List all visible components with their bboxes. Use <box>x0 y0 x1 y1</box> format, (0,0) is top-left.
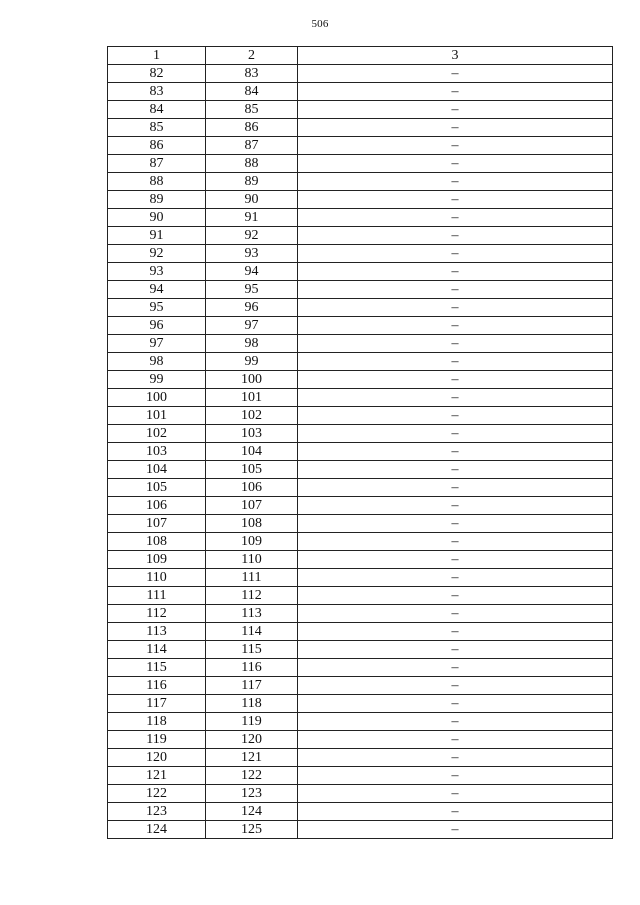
table-row <box>108 353 613 371</box>
table-cell-col-2: 105 <box>206 461 298 479</box>
table-cell-col-2: 83 <box>206 65 298 83</box>
table-row <box>108 677 613 695</box>
table-cell-col-2: 118 <box>206 695 298 713</box>
table-row <box>108 335 613 353</box>
table-row <box>108 785 613 803</box>
table-row <box>108 209 613 227</box>
table-row <box>108 371 613 389</box>
table-cell-col-1: 119 <box>108 731 206 749</box>
table-cell-col-2: 112 <box>206 587 298 605</box>
data-table <box>107 46 613 839</box>
table-cell-col-2: 104 <box>206 443 298 461</box>
table-cell-col-1: 112 <box>108 605 206 623</box>
table-row <box>108 479 613 497</box>
column-header-2: 2 <box>206 47 298 65</box>
table-cell-col-3: – <box>298 119 613 137</box>
table-cell-col-1: 110 <box>108 569 206 587</box>
table-cell-col-2: 88 <box>206 155 298 173</box>
table-cell-col-2: 86 <box>206 119 298 137</box>
table-cell-col-1: 83 <box>108 83 206 101</box>
table-cell-col-3: – <box>298 263 613 281</box>
table-cell-col-3: – <box>298 137 613 155</box>
table-cell-col-3: – <box>298 677 613 695</box>
table-cell-col-1: 105 <box>108 479 206 497</box>
table-row <box>108 515 613 533</box>
table-cell-col-3: – <box>298 299 613 317</box>
table-cell-col-2: 114 <box>206 623 298 641</box>
table-cell-col-1: 84 <box>108 101 206 119</box>
table-row <box>108 155 613 173</box>
table-row <box>108 65 613 83</box>
table-cell-col-2: 115 <box>206 641 298 659</box>
table-cell-col-3: – <box>298 353 613 371</box>
table-cell-col-1: 98 <box>108 353 206 371</box>
table-cell-col-2: 99 <box>206 353 298 371</box>
table-row <box>108 497 613 515</box>
table-cell-col-3: – <box>298 371 613 389</box>
table-cell-col-2: 106 <box>206 479 298 497</box>
table-cell-col-1: 109 <box>108 551 206 569</box>
table-row <box>108 821 613 839</box>
table-row <box>108 605 613 623</box>
table-cell-col-3: – <box>298 155 613 173</box>
table-cell-col-3: – <box>298 83 613 101</box>
table-cell-col-1: 91 <box>108 227 206 245</box>
table-row <box>108 731 613 749</box>
table-row <box>108 569 613 587</box>
table-cell-col-2: 94 <box>206 263 298 281</box>
table-cell-col-3: – <box>298 551 613 569</box>
table-cell-col-3: – <box>298 101 613 119</box>
table-row <box>108 119 613 137</box>
table-cell-col-1: 88 <box>108 173 206 191</box>
table-cell-col-2: 103 <box>206 425 298 443</box>
table-cell-col-2: 85 <box>206 101 298 119</box>
table-cell-col-1: 104 <box>108 461 206 479</box>
table-cell-col-3: – <box>298 533 613 551</box>
table-cell-col-3: – <box>298 515 613 533</box>
page-number: 506 <box>311 18 329 30</box>
table-cell-col-1: 107 <box>108 515 206 533</box>
table-row <box>108 587 613 605</box>
table-cell-col-3: – <box>298 623 613 641</box>
table-row <box>108 83 613 101</box>
table-cell-col-2: 109 <box>206 533 298 551</box>
header-row <box>108 47 613 65</box>
table-cell-col-1: 113 <box>108 623 206 641</box>
table-row <box>108 623 613 641</box>
table-cell-col-1: 114 <box>108 641 206 659</box>
table-cell-col-1: 115 <box>108 659 206 677</box>
table-cell-col-2: 96 <box>206 299 298 317</box>
table-row <box>108 767 613 785</box>
table-cell-col-3: – <box>298 767 613 785</box>
table-row <box>108 191 613 209</box>
table-cell-col-2: 97 <box>206 317 298 335</box>
table-cell-col-2: 89 <box>206 173 298 191</box>
table-cell-col-2: 123 <box>206 785 298 803</box>
table-row <box>108 173 613 191</box>
table-cell-col-3: – <box>298 443 613 461</box>
table-cell-col-3: – <box>298 749 613 767</box>
table-row <box>108 227 613 245</box>
table-cell-col-1: 82 <box>108 65 206 83</box>
table-row <box>108 533 613 551</box>
table-row <box>108 389 613 407</box>
table-cell-col-2: 107 <box>206 497 298 515</box>
table-row <box>108 803 613 821</box>
table-cell-col-3: – <box>298 605 613 623</box>
table-row <box>108 443 613 461</box>
table-cell-col-1: 97 <box>108 335 206 353</box>
table-cell-col-2: 124 <box>206 803 298 821</box>
table-cell-col-2: 108 <box>206 515 298 533</box>
table-cell-col-2: 120 <box>206 731 298 749</box>
table-cell-col-2: 93 <box>206 245 298 263</box>
table-cell-col-2: 101 <box>206 389 298 407</box>
table-cell-col-1: 100 <box>108 389 206 407</box>
table-cell-col-2: 119 <box>206 713 298 731</box>
table-cell-col-2: 98 <box>206 335 298 353</box>
table-cell-col-2: 125 <box>206 821 298 839</box>
table-cell-col-3: – <box>298 191 613 209</box>
table-cell-col-1: 96 <box>108 317 206 335</box>
table-cell-col-3: – <box>298 803 613 821</box>
table-cell-col-1: 87 <box>108 155 206 173</box>
table-cell-col-3: – <box>298 227 613 245</box>
table-row <box>108 695 613 713</box>
table-row <box>108 641 613 659</box>
table-cell-col-3: – <box>298 281 613 299</box>
table-row <box>108 461 613 479</box>
table-cell-col-1: 120 <box>108 749 206 767</box>
table-row <box>108 317 613 335</box>
table-cell-col-1: 116 <box>108 677 206 695</box>
table-cell-col-2: 111 <box>206 569 298 587</box>
table-cell-col-2: 91 <box>206 209 298 227</box>
table-cell-col-2: 121 <box>206 749 298 767</box>
table-body <box>108 65 613 839</box>
table-cell-col-3: – <box>298 335 613 353</box>
table-cell-col-3: – <box>298 731 613 749</box>
table-cell-col-1: 93 <box>108 263 206 281</box>
table-cell-col-1: 118 <box>108 713 206 731</box>
table-cell-col-1: 86 <box>108 137 206 155</box>
table-cell-col-3: – <box>298 695 613 713</box>
table-cell-col-1: 111 <box>108 587 206 605</box>
table-row <box>108 281 613 299</box>
table-cell-col-1: 95 <box>108 299 206 317</box>
table-cell-col-1: 122 <box>108 785 206 803</box>
table-cell-col-2: 90 <box>206 191 298 209</box>
table-cell-col-2: 110 <box>206 551 298 569</box>
table-cell-col-2: 100 <box>206 371 298 389</box>
table-cell-col-3: – <box>298 785 613 803</box>
table-cell-col-2: 102 <box>206 407 298 425</box>
table-cell-col-3: – <box>298 317 613 335</box>
table-row <box>108 425 613 443</box>
table-cell-col-1: 101 <box>108 407 206 425</box>
column-header-1: 1 <box>108 47 206 65</box>
table-cell-col-3: – <box>298 209 613 227</box>
table-cell-col-1: 124 <box>108 821 206 839</box>
table-cell-col-3: – <box>298 245 613 263</box>
table-cell-col-2: 116 <box>206 659 298 677</box>
table-cell-col-2: 113 <box>206 605 298 623</box>
table-row <box>108 245 613 263</box>
table-cell-col-1: 103 <box>108 443 206 461</box>
table-row <box>108 137 613 155</box>
table-cell-col-1: 108 <box>108 533 206 551</box>
table-cell-col-1: 94 <box>108 281 206 299</box>
table-cell-col-2: 92 <box>206 227 298 245</box>
table-row <box>108 407 613 425</box>
table-cell-col-3: – <box>298 425 613 443</box>
table-cell-col-2: 84 <box>206 83 298 101</box>
table-cell-col-3: – <box>298 479 613 497</box>
table-cell-col-1: 102 <box>108 425 206 443</box>
table-cell-col-3: – <box>298 173 613 191</box>
table-cell-col-2: 95 <box>206 281 298 299</box>
table-cell-col-1: 99 <box>108 371 206 389</box>
table-cell-col-3: – <box>298 569 613 587</box>
table-cell-col-3: – <box>298 497 613 515</box>
table-row <box>108 713 613 731</box>
column-header-3: 3 <box>298 47 613 65</box>
table-cell-col-1: 92 <box>108 245 206 263</box>
table-cell-col-1: 90 <box>108 209 206 227</box>
table-row <box>108 749 613 767</box>
table-cell-col-1: 117 <box>108 695 206 713</box>
table-cell-col-3: – <box>298 407 613 425</box>
table-cell-col-3: – <box>298 65 613 83</box>
table-cell-col-3: – <box>298 659 613 677</box>
table-row <box>108 551 613 569</box>
table-cell-col-2: 87 <box>206 137 298 155</box>
table-cell-col-3: – <box>298 587 613 605</box>
table-cell-col-2: 117 <box>206 677 298 695</box>
table-cell-col-1: 89 <box>108 191 206 209</box>
table-row <box>108 659 613 677</box>
table-row <box>108 299 613 317</box>
table-cell-col-1: 106 <box>108 497 206 515</box>
table-cell-col-3: – <box>298 713 613 731</box>
table-row <box>108 263 613 281</box>
table-cell-col-3: – <box>298 389 613 407</box>
table-cell-col-3: – <box>298 461 613 479</box>
table-cell-col-3: – <box>298 821 613 839</box>
table-cell-col-1: 123 <box>108 803 206 821</box>
table-cell-col-2: 122 <box>206 767 298 785</box>
table-header <box>108 47 613 65</box>
table-cell-col-1: 121 <box>108 767 206 785</box>
table-cell-col-1: 85 <box>108 119 206 137</box>
table-row <box>108 101 613 119</box>
table-cell-col-3: – <box>298 641 613 659</box>
